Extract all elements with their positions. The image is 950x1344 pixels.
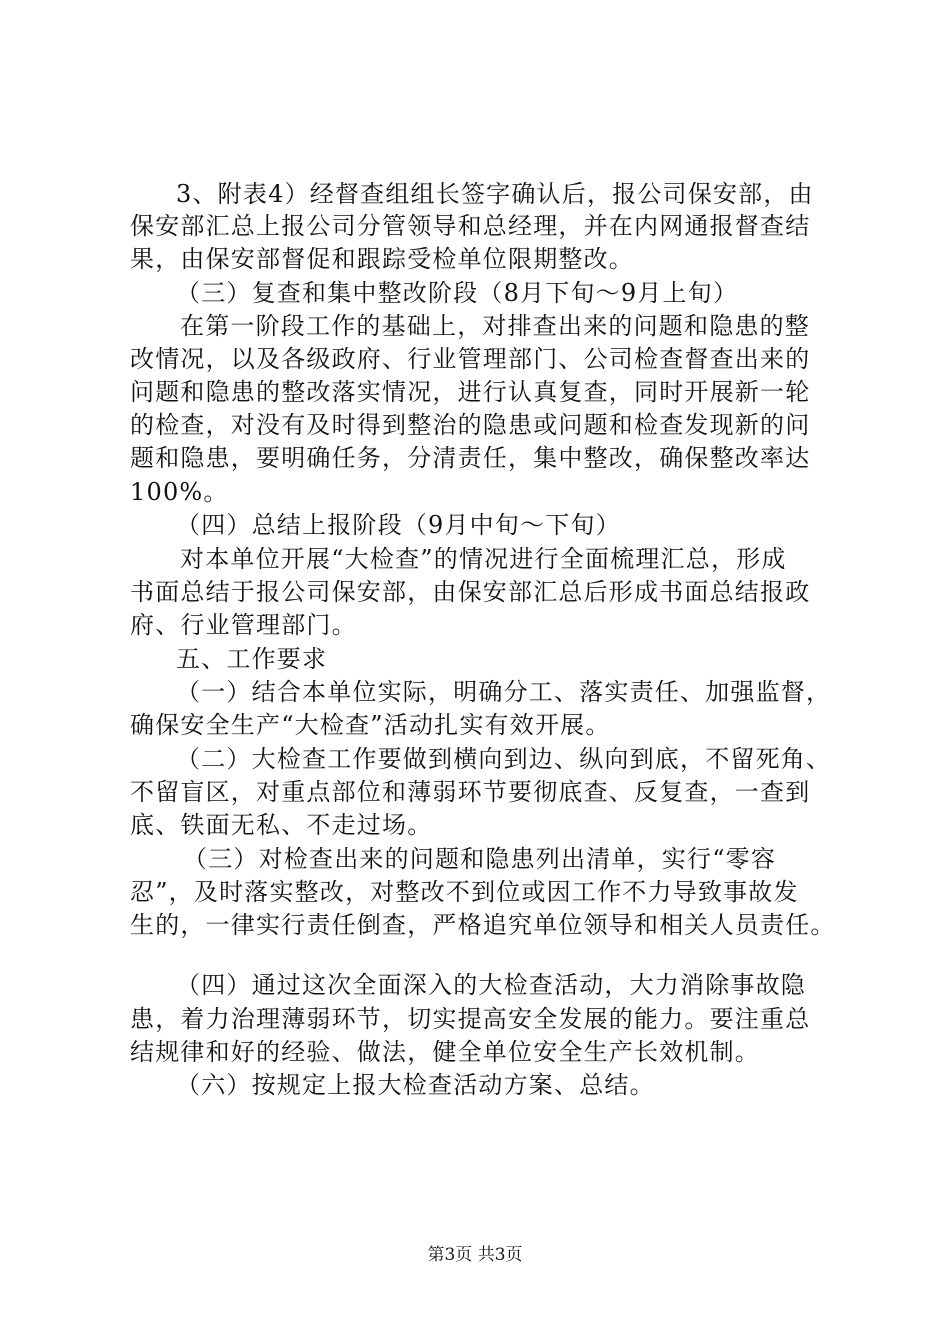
paragraph-line: 在第一阶段工作的基础上，对排查出来的问题和隐患的整 — [180, 312, 810, 340]
paragraph-line: 确保安全生产“大检查”活动扎实有效开展。 — [130, 711, 611, 739]
paragraph-line: （六）按规定上报大检查活动方案、总结。 — [176, 1071, 655, 1099]
paragraph-line: 改情况，以及各级政府、行业管理部门、公司检查督查出来的 — [130, 345, 811, 373]
paragraph-line: （二）大检查工作要做到横向到边、纵向到底，不留死角、 — [176, 745, 832, 773]
paragraph-line: 3、附表4）经督查组组长签字确认后，报公司保安部，由 — [176, 180, 814, 208]
paragraph-line: 题和隐患，要明确任务，分清责任，集中整改，确保整改率达 — [130, 444, 811, 472]
paragraph-line: 生的，一律实行责任倒查，严格追究单位领导和相关人员责任。 — [130, 911, 836, 939]
paragraph-line: 书面总结于报公司保安部，由保安部汇总后形成书面总结报政 — [130, 578, 811, 606]
paragraph-line: 患，着力治理薄弱环节，切实提高安全发展的能力。要注重总 — [130, 1005, 811, 1033]
section-heading: （四）总结上报阶段（9月中旬～下旬） — [176, 511, 621, 539]
paragraph-line: 府、行业管理部门。 — [130, 611, 357, 639]
paragraph-line: （四）通过这次全面深入的大检查活动，大力消除事故隐 — [176, 971, 806, 999]
section-heading: （三）复查和集中整改阶段（8月下旬～9月上旬） — [176, 279, 739, 307]
paragraph-line: 100%。 — [130, 478, 229, 506]
page-number: 第3页 共3页 — [427, 1245, 523, 1265]
paragraph-line: 问题和隐患的整改落实情况，进行认真复查，同时开展新一轮 — [130, 378, 811, 406]
paragraph-line: 保安部汇总上报公司分管领导和总经理，并在内网通报督查结 — [130, 212, 811, 240]
paragraph-line: （一）结合本单位实际，明确分工、落实责任、加强监督， — [176, 678, 832, 706]
section-heading: 五、工作要求 — [176, 645, 328, 673]
paragraph-line: 果，由保安部督促和跟踪受检单位限期整改。 — [130, 245, 634, 273]
paragraph-line: 结规律和好的经验、做法，健全单位安全生产长效机制。 — [130, 1038, 760, 1066]
paragraph-line: 对本单位开展“大检查”的情况进行全面梳理汇总，形成 — [180, 545, 787, 573]
paragraph-line: 底、铁面无私、不走过场。 — [130, 811, 433, 839]
paragraph-line: 不留盲区，对重点部位和薄弱环节要彻底查、反复查，一查到 — [130, 778, 811, 806]
paragraph-line: （三）对检查出来的问题和隐患列出清单，实行“零容 — [183, 845, 777, 873]
paragraph-line: 忍”，及时落实整改，对整改不到位或因工作不力导致事故发 — [130, 878, 799, 906]
paragraph-line: 的检查，对没有及时得到整治的隐患或问题和检查发现新的问 — [130, 411, 811, 439]
